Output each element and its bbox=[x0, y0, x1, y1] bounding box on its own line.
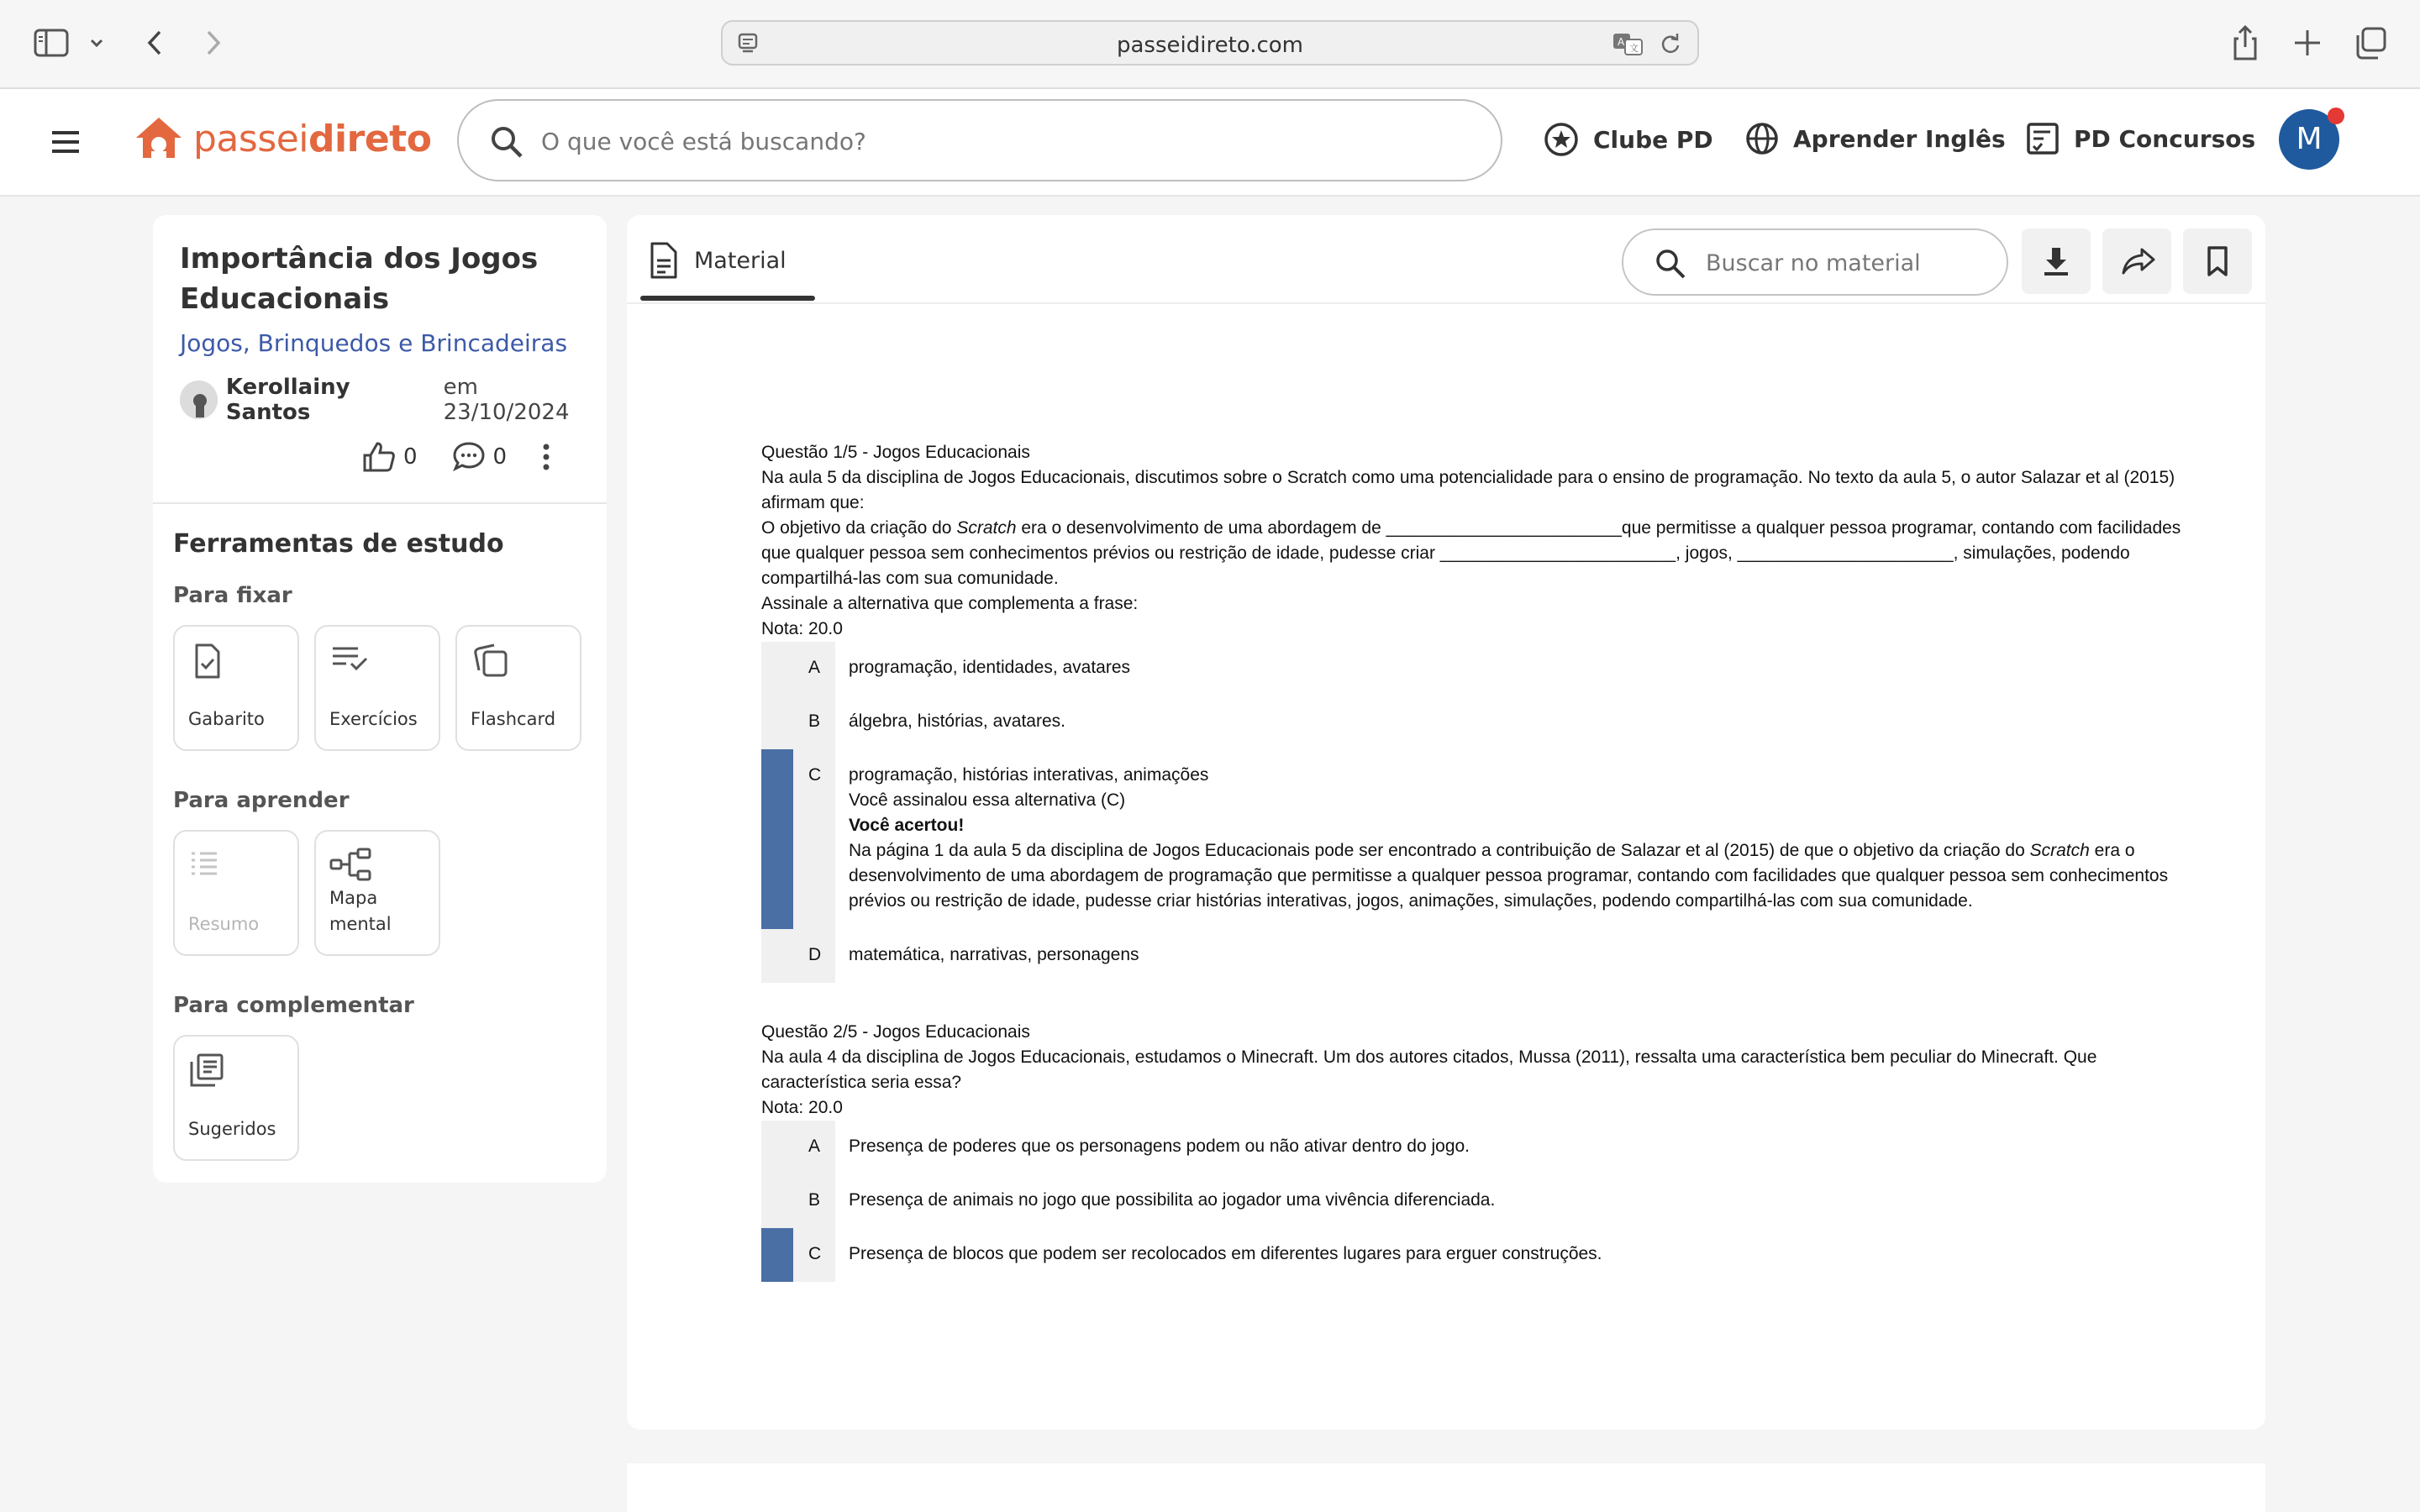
alternative-b bbox=[761, 1174, 2190, 1228]
study-tools-title: Ferramentas de estudo bbox=[173, 529, 504, 559]
thumbs-up-icon bbox=[361, 440, 397, 474]
selected-note: Você assinalou essa alternativa (C) bbox=[849, 790, 1126, 810]
section-para-fixar: Para fixar bbox=[173, 583, 292, 608]
question-intro: Na aula 5 da disciplina de Jogos Educacionais, discutimos sobre o Scratch como uma potencialidade para o ensino de programação. No texto da aula 5, o autor Salazar et al (2015) afirmam que: bbox=[761, 468, 2175, 512]
reload-icon[interactable] bbox=[1659, 32, 1682, 55]
feedback-text: Na página 1 da aula 5 da disciplina de Jogos Educacionais pode ser encontrado a contribuição de Salazar et al (2015) de que o objetivo da criação do Scratch era o desenvolvimento de uma abordagem de programação que permitisse a qualquer pessoa programar, contando com facilidades que qualquer pessoa sem conhecimentos prévios ou restrição de idade, pudesse criar histórias interativas, jogos, animações, simulações, podendo compartilhá-las com sua comunidade. bbox=[849, 841, 2169, 911]
checklist-icon bbox=[2025, 121, 2060, 156]
nav-aprender-ingles[interactable] bbox=[1744, 121, 2006, 156]
url-text: passeidireto.com bbox=[1116, 33, 1304, 58]
alternative-text: matemática, narrativas, personagens bbox=[849, 945, 1139, 964]
download-button[interactable] bbox=[2022, 228, 2091, 294]
document-info-panel bbox=[153, 215, 607, 1183]
nav-pd-concursos[interactable] bbox=[2025, 121, 2255, 156]
reactions-bar bbox=[361, 440, 559, 474]
logo-text-a: passei bbox=[193, 117, 309, 160]
suggested-docs-icon bbox=[188, 1052, 225, 1089]
mind-map-icon bbox=[329, 847, 373, 882]
question-prompt: Assinale a alternativa que complementa a frase: bbox=[761, 594, 1139, 613]
like-button[interactable] bbox=[361, 440, 418, 474]
summary-list-icon bbox=[188, 847, 225, 880]
nav-label: PD Concursos bbox=[2074, 124, 2256, 153]
tool-label: Resumo bbox=[188, 914, 260, 934]
search-input[interactable] bbox=[539, 119, 1467, 163]
more-options-button[interactable] bbox=[540, 442, 559, 472]
avatar-initial: M bbox=[2296, 122, 2323, 156]
alternative-letter: A bbox=[808, 658, 821, 677]
document-icon bbox=[647, 240, 681, 281]
alternative-text: Presença de poderes que os personagens podem ou não ativar dentro do jogo. bbox=[849, 1137, 1470, 1156]
comment-button[interactable] bbox=[451, 440, 508, 474]
svg-text:A: A bbox=[1618, 36, 1625, 48]
globe-icon bbox=[1744, 121, 1780, 156]
alternative-letter: B bbox=[808, 711, 821, 731]
tool-label: Flashcard bbox=[471, 709, 556, 729]
material-search-input[interactable] bbox=[1704, 244, 1993, 282]
like-count: 0 bbox=[403, 444, 418, 470]
nav-label: Aprender Inglês bbox=[1793, 124, 2006, 153]
nav-clube-pd[interactable] bbox=[1543, 121, 1713, 158]
subject-link[interactable]: Jogos, Brinquedos e Brincadeiras bbox=[180, 329, 568, 357]
more-vertical-icon bbox=[540, 442, 552, 472]
question-quote: O objetivo da criação do Scratch era o desenvolvimento de uma abordagem de ________________________que permitisse a qualquer pessoa programar, contando com facilidades que qualquer pessoa sem conhecimentos prévios ou restrição de idade, pudesse criar ________________________, jogos, ______________________, simulações, podendo compartilhá-las com sua comunidade. bbox=[761, 518, 2181, 588]
menu-icon[interactable] bbox=[50, 129, 81, 155]
publish-date: em 23/10/2024 bbox=[443, 375, 570, 425]
alternative-text: programação, identidades, avatares bbox=[849, 658, 1131, 677]
nav-label: Clube PD bbox=[1593, 125, 1713, 154]
site-logo[interactable] bbox=[133, 114, 431, 163]
notification-dot bbox=[2328, 108, 2344, 124]
tab-material[interactable] bbox=[640, 240, 786, 281]
active-tab-indicator bbox=[640, 296, 815, 301]
share-arrow-icon bbox=[2120, 244, 2157, 278]
alternative-letter: D bbox=[808, 945, 822, 964]
alternative-letter: C bbox=[808, 765, 822, 785]
tool-label: Gabarito bbox=[188, 709, 265, 729]
toolbar-divider bbox=[627, 302, 2265, 304]
question-title: Questão 2/5 - Jogos Educacionais bbox=[761, 1022, 1030, 1042]
site-header bbox=[0, 89, 2420, 197]
address-bar[interactable] bbox=[721, 20, 1699, 66]
alternative-d bbox=[761, 929, 2190, 983]
tool-sugeridos[interactable] bbox=[173, 1035, 299, 1161]
svg-text:文: 文 bbox=[1629, 43, 1639, 54]
material-search bbox=[1622, 228, 2008, 296]
flashcard-icon bbox=[471, 642, 511, 680]
alternative-text: álgebra, histórias, avatares. bbox=[849, 711, 1065, 731]
sidebar-toggle-icon[interactable] bbox=[34, 24, 69, 62]
question-2 bbox=[761, 1020, 2190, 1282]
tool-label: Sugeridos bbox=[188, 1119, 276, 1139]
share-button[interactable] bbox=[2102, 228, 2171, 294]
new-tab-icon[interactable] bbox=[2292, 24, 2323, 62]
search-icon[interactable] bbox=[489, 124, 524, 160]
alternative-b bbox=[761, 696, 2190, 749]
exercise-list-icon bbox=[329, 642, 370, 675]
question-grade: Nota: 20.0 bbox=[761, 619, 843, 638]
document-page bbox=[761, 440, 2190, 1319]
tool-resumo bbox=[173, 830, 299, 956]
question-1 bbox=[761, 440, 2190, 983]
section-para-aprender: Para aprender bbox=[173, 788, 350, 813]
user-avatar[interactable] bbox=[2279, 109, 2339, 170]
tabs-overview-icon[interactable] bbox=[2354, 24, 2388, 62]
answer-sheet-icon bbox=[188, 642, 225, 682]
tool-gabarito[interactable] bbox=[173, 625, 299, 751]
alternative-text: programação, histórias interativas, animações bbox=[849, 765, 1209, 785]
comment-icon bbox=[451, 440, 487, 474]
tool-exercicios[interactable] bbox=[314, 625, 440, 751]
alternative-text: Presença de blocos que podem ser recolocados em diferentes lugares para erguer construções. bbox=[849, 1244, 1602, 1263]
tool-label: Mapa mental bbox=[329, 888, 392, 934]
alternative-letter: B bbox=[808, 1190, 821, 1210]
next-page-preview bbox=[627, 1463, 2265, 1512]
alternative-c-selected bbox=[761, 1228, 2190, 1282]
tool-mapa-mental[interactable] bbox=[314, 830, 440, 956]
bookmark-icon bbox=[2201, 244, 2234, 278]
document-title: Importância dos Jogos Educacionais bbox=[180, 242, 539, 316]
alternative-a bbox=[761, 642, 2190, 696]
section-para-complementar: Para complementar bbox=[173, 993, 414, 1018]
share-icon[interactable] bbox=[2230, 24, 2260, 62]
browser-toolbar bbox=[0, 0, 2420, 89]
alternative-c-selected bbox=[761, 749, 2190, 929]
question-title: Questão 1/5 - Jogos Educacionais bbox=[761, 443, 1030, 462]
divider bbox=[153, 502, 607, 504]
alternative-letter: A bbox=[808, 1137, 821, 1156]
back-icon[interactable] bbox=[139, 24, 170, 62]
author-row bbox=[180, 375, 607, 425]
bookmark-button[interactable] bbox=[2183, 228, 2252, 294]
alternative-letter: C bbox=[808, 1244, 822, 1263]
logo-house-icon bbox=[133, 114, 185, 163]
author-avatar[interactable] bbox=[180, 381, 218, 419]
search-icon[interactable] bbox=[1654, 247, 1687, 281]
author-name[interactable]: Kerollainy Santos bbox=[225, 375, 350, 425]
tab-label: Material bbox=[694, 247, 786, 274]
alternative-a bbox=[761, 1121, 2190, 1174]
site-search bbox=[457, 99, 1502, 181]
tool-label: Exercícios bbox=[329, 709, 418, 729]
question-intro: Na aula 4 da disciplina de Jogos Educacionais, estudamos o Minecraft. Um dos autores citados, Mussa (2011), ressalta uma característica bem peculiar do Minecraft. Que característica seria essa? bbox=[761, 1047, 2097, 1092]
star-circle-icon bbox=[1543, 121, 1580, 158]
chevron-down-icon[interactable] bbox=[87, 34, 106, 52]
tool-flashcard[interactable] bbox=[455, 625, 581, 751]
feedback-title: Você acertou! bbox=[849, 816, 965, 835]
forward-icon[interactable] bbox=[198, 24, 229, 62]
comment-count: 0 bbox=[492, 444, 508, 470]
question-grade: Nota: 20.0 bbox=[761, 1098, 843, 1117]
translate-icon[interactable] bbox=[1612, 32, 1645, 55]
logo-text-b: direto bbox=[308, 117, 432, 160]
download-icon bbox=[2039, 244, 2073, 278]
alternative-text: Presença de animais no jogo que possibilita ao jogador uma vivência diferenciada. bbox=[849, 1190, 1496, 1210]
